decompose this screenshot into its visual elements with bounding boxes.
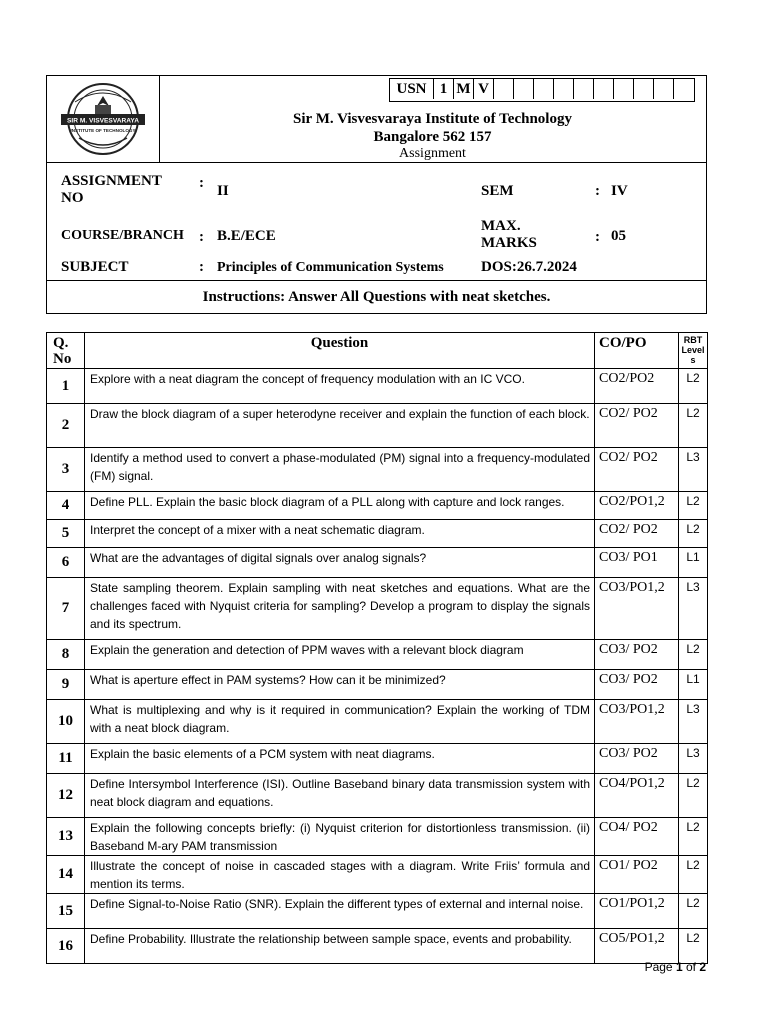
question-rbt-level: L2 bbox=[679, 404, 708, 448]
question-row bbox=[47, 818, 708, 856]
assignment-header bbox=[46, 75, 707, 314]
page-footer bbox=[645, 960, 706, 974]
instructions-divider bbox=[47, 280, 706, 281]
course-value: B.E/ECE bbox=[217, 228, 276, 244]
usn-blank-box bbox=[634, 79, 654, 99]
question-row bbox=[47, 894, 708, 929]
question-co-po: CO3/ PO2 bbox=[595, 670, 679, 700]
usn-char-2: M bbox=[454, 79, 474, 99]
question-row bbox=[47, 578, 708, 640]
subject-colon: : bbox=[199, 259, 204, 275]
question-co-po: CO2/PO2 bbox=[595, 369, 679, 404]
institute-logo bbox=[57, 82, 149, 156]
logo-subtext: INSTITUTE OF TECHNOLOGY bbox=[70, 128, 136, 133]
question-text: What are the advantages of digital signals over analog signals? bbox=[85, 548, 595, 578]
question-co-po: CO1/PO1,2 bbox=[595, 894, 679, 929]
question-co-po: CO3/ PO2 bbox=[595, 640, 679, 670]
question-rbt-level: L1 bbox=[679, 548, 708, 578]
question-row bbox=[47, 492, 708, 520]
question-number: 14 bbox=[47, 856, 85, 894]
header-qno bbox=[47, 333, 85, 369]
question-table-body bbox=[47, 369, 708, 964]
question-co-po: CO3/ PO1 bbox=[595, 548, 679, 578]
question-co-po: CO2/PO1,2 bbox=[595, 492, 679, 520]
marks-colon: : bbox=[595, 229, 600, 245]
question-rbt-level: L2 bbox=[679, 774, 708, 818]
course-colon: : bbox=[199, 229, 204, 245]
usn-blank-box bbox=[674, 79, 694, 99]
question-rbt-level: L3 bbox=[679, 700, 708, 744]
footer-current-page: 1 bbox=[675, 960, 683, 974]
header-rbt-levels: RBT Level s bbox=[679, 333, 708, 369]
header-copo: CO/PO bbox=[595, 333, 679, 369]
header-qno-line2: No bbox=[53, 351, 72, 367]
question-rbt-level: L3 bbox=[679, 578, 708, 640]
question-row bbox=[47, 404, 708, 448]
header-qno-line1: Q. bbox=[53, 335, 69, 351]
document-type: Assignment bbox=[399, 146, 466, 161]
question-row bbox=[47, 929, 708, 964]
question-number: 16 bbox=[47, 929, 85, 964]
question-co-po: CO3/PO1,2 bbox=[595, 700, 679, 744]
question-rbt-level: L3 bbox=[679, 448, 708, 492]
question-co-po: CO2/ PO2 bbox=[595, 404, 679, 448]
question-row bbox=[47, 448, 708, 492]
question-number: 8 bbox=[47, 640, 85, 670]
question-row bbox=[47, 520, 708, 548]
question-text: Identify a method used to convert a phase-modulated (PM) signal into a frequency-modulated (FM) signal. bbox=[85, 448, 595, 492]
question-row bbox=[47, 700, 708, 744]
question-co-po: CO4/ PO2 bbox=[595, 818, 679, 856]
institute-city: Bangalore 562 157 bbox=[373, 129, 492, 145]
max-marks-label-line1: MAX. bbox=[481, 218, 521, 234]
question-number: 5 bbox=[47, 520, 85, 548]
question-number: 10 bbox=[47, 700, 85, 744]
question-number: 7 bbox=[47, 578, 85, 640]
question-rbt-level: L1 bbox=[679, 670, 708, 700]
question-text: Draw the block diagram of a super heterodyne receiver and explain the function of each block. bbox=[85, 404, 595, 448]
usn-blank-box bbox=[494, 79, 514, 99]
usn-char-1: 1 bbox=[434, 79, 454, 99]
usn-blank-box bbox=[554, 79, 574, 99]
max-marks-label-line2: MARKS bbox=[481, 235, 537, 251]
question-text: Illustrate the concept of noise in cascaded stages with a diagram. Write Friis’ formula and mention its terms. bbox=[85, 856, 595, 894]
instructions: Instructions: Answer All Questions with neat sketches. bbox=[202, 289, 551, 305]
question-number: 12 bbox=[47, 774, 85, 818]
question-rbt-level: L3 bbox=[679, 744, 708, 774]
usn-blank-box bbox=[534, 79, 554, 99]
question-text: Explain the generation and detection of PPM waves with a relevant block diagram bbox=[85, 640, 595, 670]
logo-text: SIR M. VISVESVARAYA bbox=[67, 117, 139, 125]
footer-page-prefix: Page bbox=[644, 960, 676, 974]
question-co-po: CO2/ PO2 bbox=[595, 520, 679, 548]
usn-blank-box bbox=[574, 79, 594, 99]
footer-total-pages: 2 bbox=[699, 960, 706, 974]
question-co-po: CO2/ PO2 bbox=[595, 448, 679, 492]
usn-blank-box bbox=[594, 79, 614, 99]
question-rbt-level: L2 bbox=[679, 856, 708, 894]
usn-blank-box bbox=[654, 79, 674, 99]
assignment-colon: : bbox=[199, 175, 204, 191]
question-rbt-level: L2 bbox=[679, 929, 708, 964]
question-number: 4 bbox=[47, 492, 85, 520]
question-rbt-level: L2 bbox=[679, 369, 708, 404]
question-row bbox=[47, 548, 708, 578]
question-number: 3 bbox=[47, 448, 85, 492]
question-number: 11 bbox=[47, 744, 85, 774]
question-number: 6 bbox=[47, 548, 85, 578]
question-co-po: CO5/PO1,2 bbox=[595, 929, 679, 964]
question-rbt-level: L2 bbox=[679, 818, 708, 856]
question-text: Interpret the concept of a mixer with a neat schematic diagram. bbox=[85, 520, 595, 548]
institute-name: Sir M. Visvesvaraya Institute of Technology bbox=[293, 111, 572, 127]
question-row bbox=[47, 670, 708, 700]
assignment-value: II bbox=[217, 183, 229, 199]
sem-label: SEM bbox=[481, 183, 514, 199]
header-top-section bbox=[47, 76, 706, 163]
logo-cell bbox=[47, 76, 160, 162]
question-text: Define Intersymbol Interference (ISI). Outline Baseband binary data transmission system with neat block diagram and equations. bbox=[85, 774, 595, 818]
usn-blank-box bbox=[514, 79, 534, 99]
question-text: What is aperture effect in PAM systems? How can it be minimized? bbox=[85, 670, 595, 700]
assignment-label-line2: NO bbox=[61, 190, 84, 206]
footer-of: of bbox=[682, 960, 700, 974]
question-rbt-level: L2 bbox=[679, 894, 708, 929]
question-text: Explain the basic elements of a PCM system with neat diagrams. bbox=[85, 744, 595, 774]
question-co-po: CO4/PO1,2 bbox=[595, 774, 679, 818]
assignment-label-line1: ASSIGNMENT bbox=[61, 173, 162, 189]
date-of-submission: DOS:26.7.2024 bbox=[481, 259, 577, 275]
question-rbt-level: L2 bbox=[679, 640, 708, 670]
question-row bbox=[47, 640, 708, 670]
question-row bbox=[47, 774, 708, 818]
question-number: 1 bbox=[47, 369, 85, 404]
usn-boxes bbox=[389, 78, 695, 102]
question-text: What is multiplexing and why is it required in communication? Explain the working of TDM with a neat block diagram. bbox=[85, 700, 595, 744]
question-rbt-level: L2 bbox=[679, 520, 708, 548]
question-number: 13 bbox=[47, 818, 85, 856]
question-text: State sampling theorem. Explain sampling with neat sketches and equations. What are the challenges faced with Nyquist criteria for sampling? Develop a program to display the signals and its spectrum. bbox=[85, 578, 595, 640]
question-co-po: CO3/ PO2 bbox=[595, 744, 679, 774]
question-row bbox=[47, 744, 708, 774]
question-number: 9 bbox=[47, 670, 85, 700]
question-text: Define Signal-to-Noise Ratio (SNR). Explain the different types of external and internal noise. bbox=[85, 894, 595, 929]
header-question: Question bbox=[85, 333, 595, 369]
sem-colon: : bbox=[595, 183, 600, 199]
question-rbt-level: L2 bbox=[679, 492, 708, 520]
question-row bbox=[47, 856, 708, 894]
usn-label: USN bbox=[390, 79, 434, 99]
question-text: Define PLL. Explain the basic block diagram of a PLL along with capture and lock ranges. bbox=[85, 492, 595, 520]
question-table bbox=[46, 332, 708, 964]
subject-label: SUBJECT bbox=[61, 259, 129, 275]
question-co-po: CO3/PO1,2 bbox=[595, 578, 679, 640]
question-number: 15 bbox=[47, 894, 85, 929]
subject-value: Principles of Communication Systems bbox=[217, 260, 444, 275]
usn-char-3: V bbox=[474, 79, 494, 99]
question-co-po: CO1/ PO2 bbox=[595, 856, 679, 894]
question-text: Explore with a neat diagram the concept of frequency modulation with an IC VCO. bbox=[85, 369, 595, 404]
question-number: 2 bbox=[47, 404, 85, 448]
question-row bbox=[47, 369, 708, 404]
question-text: Explain the following concepts briefly: (i) Nyquist criterion for distortionless transmission. (ii) Baseband M-ary PAM transmission bbox=[85, 818, 595, 856]
question-text: Define Probability. Illustrate the relationship between sample space, events and probability. bbox=[85, 929, 595, 964]
table-header-row bbox=[47, 333, 708, 369]
course-label: COURSE/BRANCH bbox=[61, 228, 184, 243]
max-marks-value: 05 bbox=[611, 228, 626, 244]
usn-blank-box bbox=[614, 79, 634, 99]
sem-value: IV bbox=[611, 183, 628, 199]
